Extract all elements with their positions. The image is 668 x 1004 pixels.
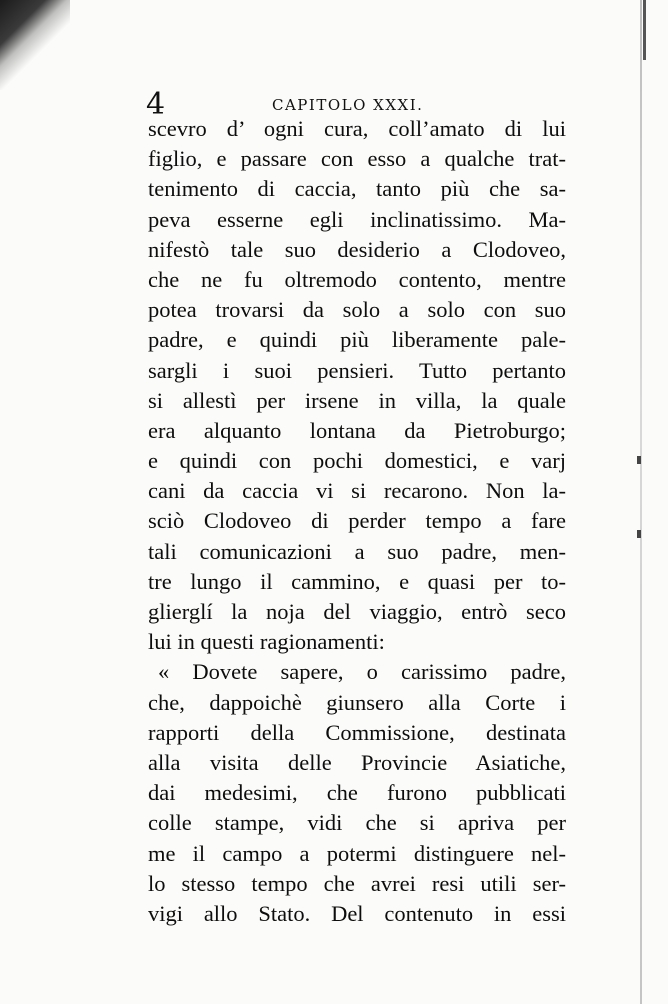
page-number: 4	[146, 87, 166, 122]
text-line: che ne fu oltremodo contento, mentre	[148, 266, 566, 292]
text-line: figlio, e passare con esso a qualche trat-	[148, 146, 566, 172]
text-line: lui in questi ragionamenti:	[148, 629, 385, 655]
body-text	[148, 114, 566, 929]
text-line: sciò Clodoveo di perder tempo a fare	[148, 508, 566, 534]
text-line: vigi allo Stato. Del contenuto in essi	[148, 900, 566, 926]
text-line: rapporti della Commissione, destinata	[148, 719, 566, 745]
page-edge-mark	[637, 530, 641, 538]
text-line: tenimento di caccia, tanto più che sa-	[148, 176, 566, 202]
running-head: CAPITOLO XXXI.	[272, 96, 424, 114]
text-line: dai medesimi, che furono pubblicati	[148, 780, 566, 806]
text-line: potea trovarsi da solo a solo con suo	[148, 297, 566, 323]
text-line: colle stampe, vidi che si apriva per	[148, 810, 566, 836]
text-line: sargli i suoi pensieri. Tutto pertanto	[148, 357, 566, 383]
text-line: tali comunicazioni a suo padre, men-	[148, 538, 566, 564]
page-corner-shadow	[0, 0, 70, 90]
text-line: me il campo a potermi distinguere nel-	[148, 840, 566, 866]
text-line: era alquanto lontana da Pietroburgo;	[148, 417, 566, 443]
text-line: peva esserne egli inclinatissimo. Ma-	[148, 206, 566, 232]
text-line: alla visita delle Provincie Asiatiche,	[148, 749, 566, 775]
text-line: si allestì per irsene in villa, la quale	[148, 387, 566, 413]
text-line: glierglí la noja del viaggio, entrò seco	[148, 599, 566, 624]
text-line: « Dovete sapere, o carissimo padre,	[158, 659, 566, 685]
text-line: che, dappoichè giunsero alla Corte i	[148, 689, 566, 715]
text-line: tre lungo il cammino, e quasi per to-	[148, 568, 566, 594]
text-line: e quindi con pochi domestici, e varj	[148, 448, 566, 474]
page-binding-edge	[640, 0, 642, 1004]
text-line: padre, e quindi più liberamente pale-	[148, 327, 566, 353]
text-line: lo stesso tempo che avrei resi utili ser-	[148, 870, 566, 896]
text-line: cani da caccia vi si recarono. Non la-	[148, 478, 566, 504]
page-binding-shadow	[643, 0, 646, 60]
page-edge-mark	[637, 456, 641, 464]
text-line: scevro d’ ogni cura, coll’amato di lui	[148, 116, 566, 141]
text-line: nifestò tale suo desiderio a Clodoveo,	[148, 236, 566, 262]
